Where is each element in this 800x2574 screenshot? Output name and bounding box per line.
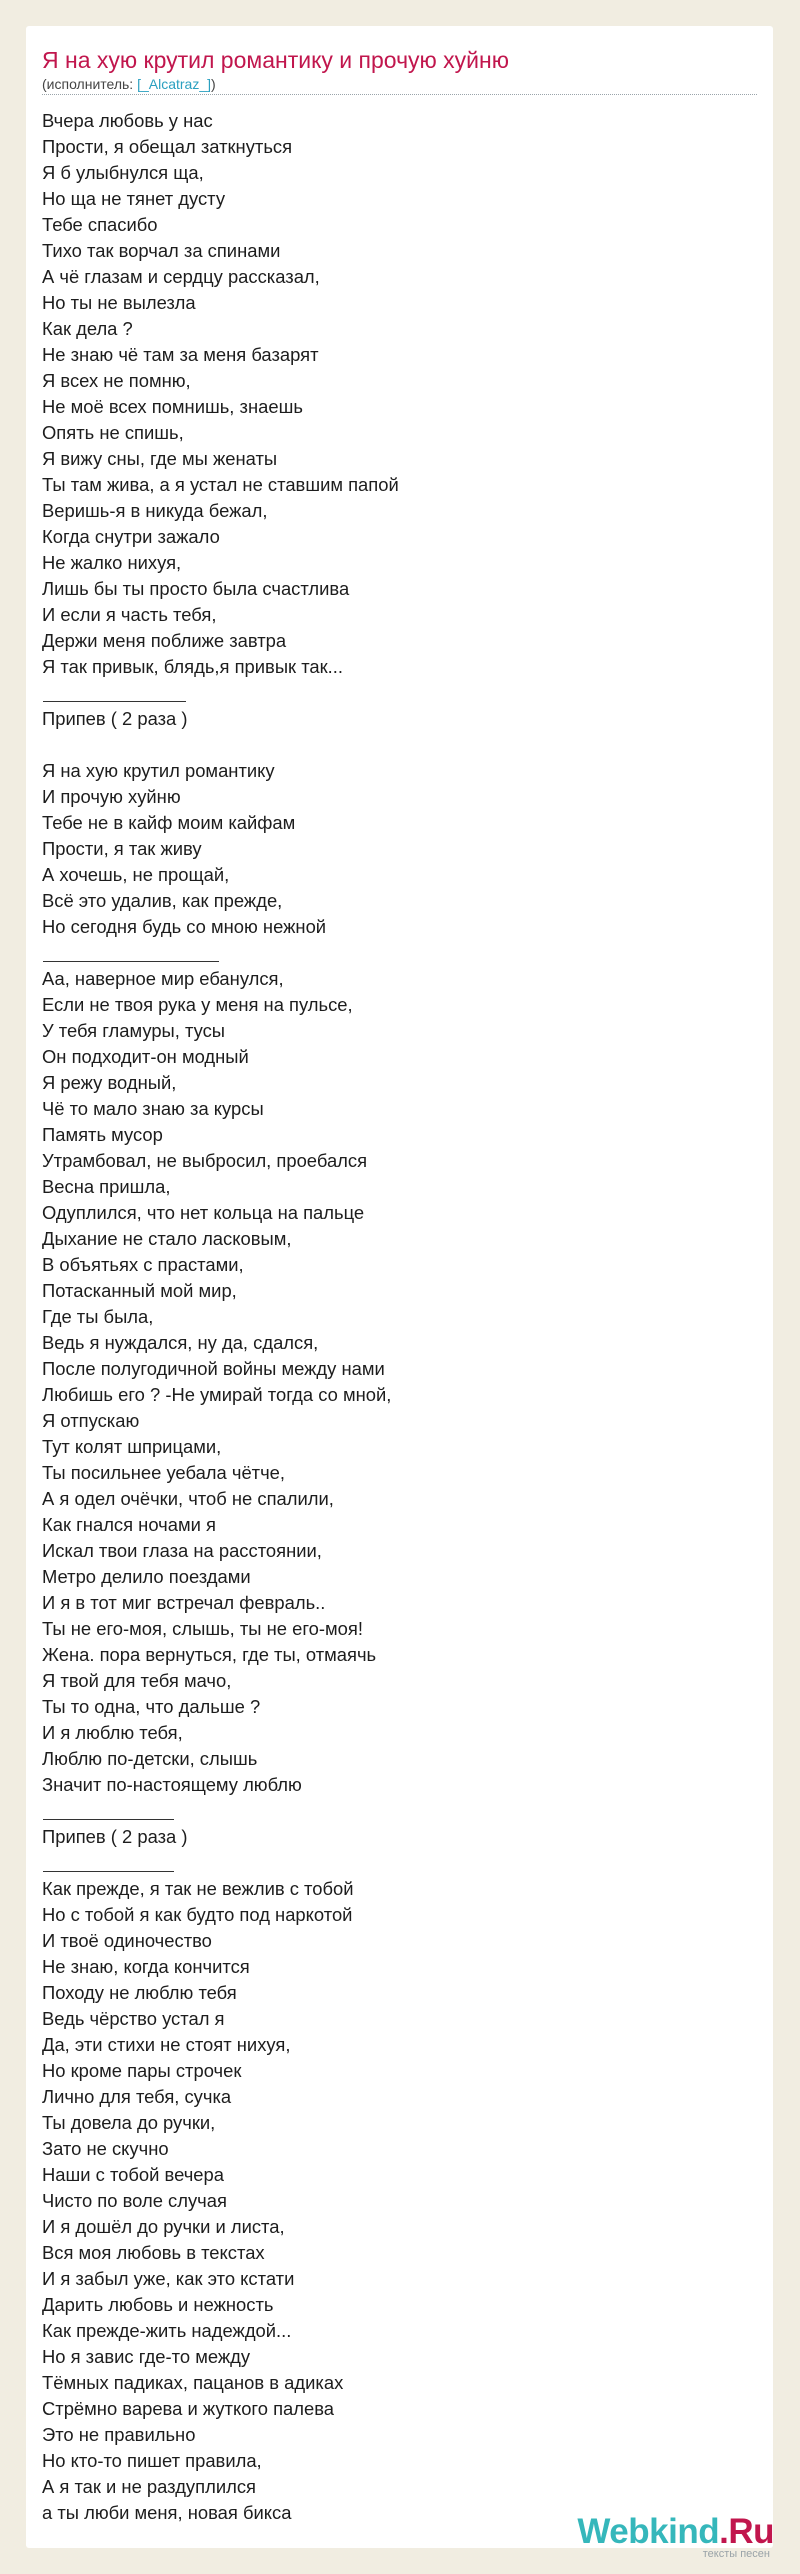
- lyric-line: Я режу водный,: [42, 1072, 177, 1093]
- lyric-line: Я на хую крутил романтику: [42, 760, 275, 781]
- lyric-line: Но я завис где-то между: [42, 2346, 251, 2367]
- lyric-line: А я одел очёчки, чтоб не спалили,: [42, 1488, 334, 1509]
- lyric-line: Я вижу сны, где мы женаты: [42, 448, 278, 469]
- site-logo[interactable]: [577, 2514, 774, 2560]
- lyric-line: Прости, я так живу: [42, 838, 202, 859]
- lyric-line: А хочешь, не прощай,: [42, 864, 230, 885]
- lyric-line: Вся моя любовь в текстах: [42, 2242, 265, 2263]
- artist-suffix: ): [211, 76, 216, 92]
- lyric-line: Но кто-то пишет правила,: [42, 2450, 262, 2471]
- lyric-line: Наши с тобой вечера: [42, 2164, 224, 2185]
- lyric-line: И прочую хуйню: [42, 786, 181, 807]
- lyric-line: Я всех не помню,: [42, 370, 191, 391]
- lyric-line: И твоё одиночество: [42, 1930, 212, 1951]
- lyric-line: Тёмных падиках, пацанов в адиках: [42, 2372, 344, 2393]
- lyric-line: Ты там жива, а я устал не ставшим папой: [42, 474, 399, 495]
- lyric-blank-line: [42, 732, 757, 758]
- lyric-line: Искал твои глаза на расстоянии,: [42, 1540, 322, 1561]
- lyrics-card: [26, 26, 773, 2548]
- lyric-line: Тут колят шприцами,: [42, 1436, 222, 1457]
- lyric-line: Всё это удалив, как прежде,: [42, 890, 283, 911]
- lyric-line: Припев ( 2 раза ): [42, 1826, 188, 1847]
- lyric-line: Потасканный мой мир,: [42, 1280, 237, 1301]
- lyric-line: А чё глазам и сердцу рассказал,: [42, 266, 320, 287]
- lyric-line: Любишь его ? -Не умирай тогда со мной,: [42, 1384, 392, 1405]
- lyric-line: Ты довела до ручки,: [42, 2112, 216, 2133]
- lyric-line: Не моё всех помнишь, знаешь: [42, 396, 303, 417]
- lyric-line: Утрамбовал, не выбросил, проебался: [42, 1150, 368, 1171]
- lyric-line: Я отпускаю: [42, 1410, 140, 1431]
- lyric-line: Стрёмно варева и жуткого палева: [42, 2398, 335, 2419]
- lyrics-text: [42, 108, 757, 2526]
- lyric-line: Прости, я обещал заткнуться: [42, 136, 293, 157]
- lyric-line: Но сегодня будь со мною нежной: [42, 916, 327, 937]
- lyric-line: Когда снутри зажало: [42, 526, 220, 547]
- lyric-line: Но кроме пары строчек: [42, 2060, 242, 2081]
- lyric-line: Но с тобой я как будто под наркотой: [42, 1904, 353, 1925]
- lyric-line: Чисто по воле случая: [42, 2190, 227, 2211]
- lyric-line: Не знаю, когда кончится: [42, 1956, 250, 1977]
- lyric-line: Где ты была,: [42, 1306, 154, 1327]
- lyric-line: Люблю по-детски, слышь: [42, 1748, 258, 1769]
- artist-link[interactable]: [_Alcatraz_]: [137, 76, 212, 92]
- lyric-line: И если я часть тебя,: [42, 604, 217, 625]
- lyric-separator: [42, 1798, 757, 1824]
- lyric-line: Да, эти стихи не стоят нихуя,: [42, 2034, 291, 2055]
- lyric-line: Дарить любовь и нежность: [42, 2294, 274, 2315]
- lyric-line: Зато не скучно: [42, 2138, 169, 2159]
- lyric-line: И я дошёл до ручки и листа,: [42, 2216, 285, 2237]
- lyric-separator: [42, 680, 757, 706]
- lyric-line: Как гнался ночами я: [42, 1514, 216, 1535]
- lyric-line: Тебе не в кайф моим кайфам: [42, 812, 296, 833]
- lyric-line: Тебе спасибо: [42, 214, 158, 235]
- lyric-line: а ты люби меня, новая бикса: [42, 2502, 292, 2523]
- lyric-line: И я люблю тебя,: [42, 1722, 183, 1743]
- lyric-line: Вчера любовь у нас: [42, 110, 213, 131]
- logo-word: Webkind: [577, 2512, 720, 2551]
- lyric-line: Весна пришла,: [42, 1176, 171, 1197]
- artist-prefix: (исполнитель:: [42, 76, 138, 92]
- lyric-line: Лишь бы ты просто была счастлива: [42, 578, 350, 599]
- song-title: Я на хую крутил романтику и прочую хуйню: [42, 47, 509, 73]
- lyric-line: Ты посильнее уебала чётче,: [42, 1462, 286, 1483]
- lyric-line: Ты то одна, что дальше ?: [42, 1696, 261, 1717]
- lyric-line: Но ты не вылезла: [42, 292, 196, 313]
- lyric-line: Ты не его-моя, слышь, ты не его-моя!: [42, 1618, 363, 1639]
- lyric-line: Жена. пора вернуться, где ты, отмаячь: [42, 1644, 377, 1665]
- lyric-line: Если не твоя рука у меня на пульсе,: [42, 994, 353, 1015]
- lyric-line: Но ща не тянет дусту: [42, 188, 226, 209]
- lyric-line: Он подходит-он модный: [42, 1046, 249, 1067]
- lyric-line: Веришь-я в никуда бежал,: [42, 500, 268, 521]
- lyric-line: Не знаю чё там за меня базарят: [42, 344, 319, 365]
- lyric-line: Опять не спишь,: [42, 422, 184, 443]
- lyric-line: И я забыл уже, как это кстати: [42, 2268, 295, 2289]
- lyric-line: Ведь чёрство устал я: [42, 2008, 225, 2029]
- lyric-line: Держи меня поближе завтра: [42, 630, 287, 651]
- lyric-line: Метро делило поездами: [42, 1566, 251, 1587]
- lyric-line: Значит по-настоящему люблю: [42, 1774, 302, 1795]
- lyric-line: Я б улыбнулся ща,: [42, 162, 204, 183]
- lyric-line: Чё то мало знаю за курсы: [42, 1098, 264, 1119]
- lyric-line: Одуплился, что нет кольца на пальце: [42, 1202, 365, 1223]
- lyric-line: У тебя гламуры, тусы: [42, 1020, 226, 1041]
- logo-suffix: .Ru: [719, 2512, 774, 2551]
- lyric-line: Я так привык, блядь,я привык так...: [42, 656, 344, 677]
- header-divider: [42, 94, 757, 95]
- lyric-line: Тихо так ворчал за спинами: [42, 240, 281, 261]
- lyric-line: Не жалко нихуя,: [42, 552, 182, 573]
- artist-line: [42, 75, 216, 93]
- lyric-separator: [42, 940, 757, 966]
- lyric-line: Походу не люблю тебя: [42, 1982, 237, 2003]
- lyric-line: Как дела ?: [42, 318, 133, 339]
- lyric-line: Ведь я нуждался, ну да, сдался,: [42, 1332, 319, 1353]
- logo-tagline: тексты песен: [702, 2548, 770, 2560]
- lyric-line: Аа, наверное мир ебанулся,: [42, 968, 284, 989]
- lyric-line: После полугодичной войны между нами: [42, 1358, 385, 1379]
- lyric-line: Как прежде, я так не вежлив с тобой: [42, 1878, 354, 1899]
- lyric-line: Память мусор: [42, 1124, 163, 1145]
- lyric-line: Как прежде-жить надеждой...: [42, 2320, 292, 2341]
- lyric-line: В объятьях с прастами,: [42, 1254, 244, 1275]
- lyric-line: Припев ( 2 раза ): [42, 708, 188, 729]
- lyric-separator: [42, 1850, 757, 1876]
- lyric-line: Я твой для тебя мачо,: [42, 1670, 232, 1691]
- lyric-line: Дыхание не стало ласковым,: [42, 1228, 292, 1249]
- lyric-line: Лично для тебя, сучка: [42, 2086, 232, 2107]
- lyric-line: А я так и не раздуплился: [42, 2476, 256, 2497]
- lyric-line: И я в тот миг встречал февраль..: [42, 1592, 326, 1613]
- lyric-line: Это не правильно: [42, 2424, 196, 2445]
